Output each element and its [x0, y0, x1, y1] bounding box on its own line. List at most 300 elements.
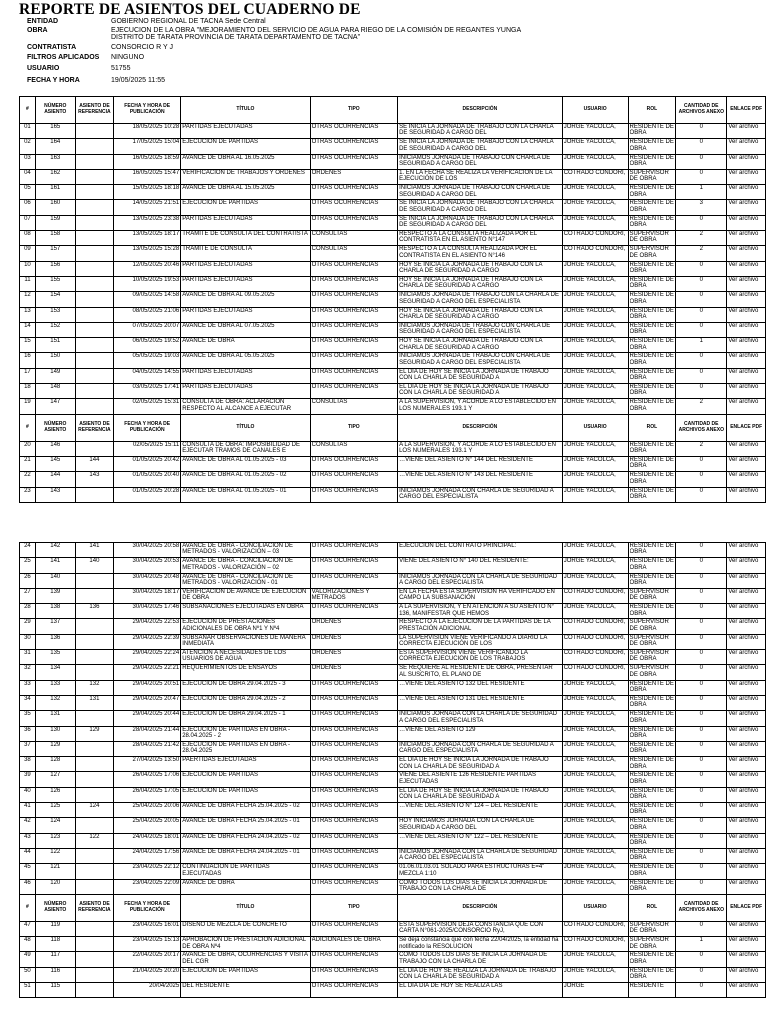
entry-user-cell — [562, 818, 628, 833]
pdf-link[interactable]: Ver archivo — [728, 741, 759, 748]
pdf-link-cell[interactable] — [727, 472, 766, 487]
row-number-cell — [20, 695, 36, 710]
pdf-link[interactable]: Ver archivo — [728, 619, 759, 626]
pdf-link[interactable]: Ver archivo — [728, 864, 759, 871]
pdf-link[interactable]: Ver archivo — [728, 588, 759, 595]
pdf-link[interactable]: Ver archivo — [728, 353, 759, 360]
reference-entry — [77, 619, 113, 633]
entry-role-cell — [628, 967, 676, 982]
entry-description-cell — [398, 833, 563, 848]
pdf-link-cell[interactable] — [727, 726, 766, 741]
entry-number: 121 — [50, 864, 61, 871]
entry-type-cell — [310, 231, 397, 246]
entry-description: INICIAMOS JORNADA DE TRABAJO CON LA CHARLA DE SEGURIDAD A CARGO DEL ESPECIALISTA — [399, 292, 559, 305]
entry-description-cell — [398, 680, 563, 695]
row-number: 42 — [24, 818, 31, 825]
pdf-link[interactable]: Ver archivo — [728, 952, 759, 959]
pdf-link-cell[interactable] — [727, 487, 766, 502]
publish-datetime-cell — [114, 588, 181, 603]
table-row — [20, 124, 766, 139]
table-row — [20, 772, 766, 787]
entry-title: PARTIDAS EJECUTADAS — [182, 384, 253, 391]
entry-role: RESIDENTE DE OBRA — [629, 818, 674, 831]
attachment-count-cell — [676, 741, 727, 756]
reference-entry-cell — [75, 634, 114, 649]
publish-datetime: 07/05/2025 20:07 — [132, 322, 180, 329]
pdf-link[interactable]: Ver archivo — [728, 307, 759, 314]
row-number-cell — [20, 353, 36, 368]
entry-type: OTRAS OCURRENCIAS — [311, 787, 379, 794]
pdf-link[interactable]: Ver archivo — [728, 399, 759, 406]
pdf-link[interactable]: Ver archivo — [728, 338, 759, 345]
pdf-link[interactable]: Ver archivo — [728, 292, 759, 299]
pdf-link-cell[interactable] — [727, 952, 766, 967]
pdf-link[interactable]: Ver archivo — [728, 139, 759, 146]
pdf-link-cell[interactable] — [727, 399, 766, 414]
entry-description-cell — [398, 787, 563, 802]
publish-datetime-cell — [114, 292, 181, 307]
attachment-count-cell — [676, 456, 727, 471]
attachment-count-cell — [676, 634, 727, 649]
entry-type-cell — [310, 169, 397, 184]
column-header-entry-type: TIPO — [310, 894, 397, 921]
entry-type-cell — [310, 937, 397, 952]
entry-number: 144 — [50, 472, 61, 479]
publish-datetime: 29/04/2025 20:44 — [132, 711, 180, 718]
reference-entry-cell — [75, 680, 114, 695]
attachment-count: 0 — [699, 215, 703, 222]
pdf-link-cell[interactable] — [727, 741, 766, 756]
meta-obra — [27, 27, 531, 44]
publish-datetime-cell — [114, 441, 181, 456]
pdf-link[interactable]: Ver archivo — [728, 921, 759, 928]
pdf-link-cell[interactable] — [727, 558, 766, 573]
pdf-link-cell[interactable] — [727, 353, 766, 368]
entry-type-cell — [310, 456, 397, 471]
row-number: 29 — [24, 619, 31, 626]
pdf-link-cell[interactable] — [727, 937, 766, 952]
reference-entry-cell — [75, 441, 114, 456]
entry-number: 154 — [50, 292, 61, 299]
reference-entry: 129 — [89, 726, 100, 733]
pdf-link[interactable]: Ver archivo — [728, 967, 759, 974]
entry-description-cell — [398, 726, 563, 741]
entry-type-cell — [310, 787, 397, 802]
entry-number: 124 — [50, 818, 61, 825]
entry-role-cell — [628, 879, 676, 894]
pdf-link-cell[interactable] — [727, 665, 766, 680]
row-number: 18 — [24, 384, 31, 391]
entry-role-cell — [628, 604, 676, 619]
entry-number: 134 — [50, 665, 61, 672]
entry-type: OTRAS OCURRENCIAS — [311, 573, 379, 580]
publish-datetime: 23/04/2025 15:13 — [132, 937, 180, 944]
pdf-link[interactable]: Ver archivo — [728, 726, 759, 733]
pdf-link[interactable]: Ver archivo — [728, 543, 759, 549]
pdf-link[interactable]: Ver archivo — [728, 757, 759, 764]
entry-type: OTRAS OCURRENCIAS — [311, 456, 379, 463]
attachment-count-cell — [676, 573, 727, 588]
entry-type-cell — [310, 246, 397, 261]
entry-role-cell — [628, 921, 676, 936]
pdf-link-cell[interactable] — [727, 231, 766, 246]
reference-entry — [77, 124, 113, 138]
publish-datetime: 02/05/2025 15:11 — [132, 441, 180, 448]
pdf-link[interactable]: Ver archivo — [728, 368, 759, 375]
entry-type-cell — [310, 619, 397, 634]
pdf-link-cell[interactable] — [727, 322, 766, 337]
row-number-cell — [20, 124, 36, 139]
pdf-link-cell[interactable] — [727, 441, 766, 456]
entry-user-cell — [562, 292, 628, 307]
attachment-count-cell — [676, 848, 727, 863]
attachment-count-cell — [676, 200, 727, 215]
entry-type-cell — [310, 741, 397, 756]
entry-number: 129 — [50, 741, 61, 748]
entry-title: AVANCE DE OBRA — [182, 338, 235, 345]
entry-user-cell — [562, 787, 628, 802]
attachment-count: 0 — [699, 604, 703, 611]
entry-type: ADICIONALES DE OBRA — [311, 937, 381, 944]
pdf-link-cell[interactable] — [727, 604, 766, 619]
pdf-link[interactable]: Ver archivo — [728, 487, 759, 494]
pdf-link[interactable]: Ver archivo — [728, 787, 759, 794]
table-row — [20, 619, 766, 634]
entry-title-cell — [181, 215, 310, 230]
pdf-link[interactable]: Ver archivo — [728, 185, 759, 192]
column-header-pdf-link: ENLACE PDF — [727, 414, 766, 441]
entry-user-cell — [562, 650, 628, 665]
pdf-link-cell[interactable] — [727, 803, 766, 818]
entry-type: OTRAS OCURRENCIAS — [311, 338, 379, 345]
pdf-link-cell[interactable] — [727, 921, 766, 936]
column-header-row-number: # — [20, 894, 36, 921]
entry-role-cell — [628, 200, 676, 215]
entry-number: 148 — [50, 384, 61, 391]
attachment-count: 0 — [699, 154, 703, 161]
entry-role: RESIDENTE DE OBRA — [629, 456, 674, 470]
entry-description-cell — [398, 246, 563, 261]
pdf-link[interactable]: Ver archivo — [728, 169, 759, 176]
entry-type: OTRAS OCURRENCIAS — [311, 695, 379, 702]
entry-type: OTRAS OCURRENCIAS — [311, 558, 379, 565]
column-header-pdf-link: ENLACE PDF — [727, 97, 766, 124]
pdf-link[interactable]: Ver archivo — [728, 231, 759, 238]
meta-entidad — [27, 18, 531, 27]
pdf-link-cell[interactable] — [727, 368, 766, 383]
entry-role-cell — [628, 215, 676, 230]
entry-type-cell — [310, 665, 397, 680]
entry-number-cell — [35, 441, 75, 456]
pdf-link-cell[interactable] — [727, 124, 766, 139]
entry-description-cell — [398, 879, 563, 894]
pdf-link[interactable]: Ver archivo — [728, 384, 759, 391]
reference-entry — [77, 216, 113, 230]
reference-entry — [77, 369, 113, 383]
entry-title-cell — [181, 558, 310, 573]
row-number: 17 — [24, 368, 31, 375]
entry-type: OTRAS OCURRENCIAS — [311, 818, 379, 825]
pdf-link-cell[interactable] — [727, 864, 766, 879]
row-number-cell — [20, 921, 36, 936]
pdf-link-cell[interactable] — [727, 848, 766, 863]
entry-user: COTRADO CONDORI, — [563, 619, 626, 626]
reference-entry-cell — [75, 848, 114, 863]
pdf-link[interactable]: Ver archivo — [728, 441, 759, 448]
entry-description: EL DIA DE HOY SE INICIA LA JORNADA DE TRABAJO CON LA CHARLA DE SEGURIDAD A — [399, 384, 549, 397]
entry-description: SE INICIA LA JORNADA DE TRABAJO CON LA CHARLA DE SEGURIDAD A CARGO DEL — [399, 215, 554, 229]
pdf-link[interactable]: Ver archivo — [728, 818, 759, 825]
entry-user: COTRADO CONDORI, — [563, 665, 626, 672]
publish-datetime-cell — [114, 384, 181, 399]
reference-entry: 144 — [89, 456, 100, 463]
meta-fecha — [27, 77, 531, 87]
entry-number-cell — [35, 921, 75, 936]
entry-number-cell — [35, 368, 75, 383]
entry-type-cell — [310, 472, 397, 487]
row-number: 25 — [24, 558, 31, 565]
entry-description: ESTA SUPERVISIÓN DEJA CONSTANCIA QUE CON CARTA N°061-2025/CONSORCIO RyJ, — [399, 921, 544, 935]
entry-role: RESIDENTE DE OBRA — [629, 399, 674, 412]
pdf-link[interactable]: Ver archivo — [728, 573, 759, 580]
pdf-link-cell[interactable] — [727, 650, 766, 665]
reference-entry-cell — [75, 772, 114, 787]
entry-description-cell — [398, 487, 563, 502]
pdf-link[interactable]: Ver archivo — [728, 937, 759, 944]
entry-title: PARTIDAS EJECUTADAS — [182, 276, 253, 283]
pdf-link[interactable]: Ver archivo — [728, 558, 759, 565]
entry-number: 156 — [50, 261, 61, 268]
entry-role: RESIDENTE DE OBRA — [629, 680, 674, 694]
attachment-count-cell — [676, 292, 727, 307]
entry-role: RESIDENTE DE OBRA — [629, 952, 674, 965]
reference-entry — [77, 757, 113, 771]
entry-role-cell — [628, 124, 676, 139]
attachment-count: 1 — [699, 338, 703, 345]
pdf-link[interactable]: Ver archivo — [728, 848, 759, 855]
entry-number: 127 — [50, 772, 61, 779]
pdf-link-cell[interactable] — [727, 154, 766, 169]
entry-type: OTRAS OCURRENCIAS — [311, 983, 379, 990]
pdf-link-cell[interactable] — [727, 983, 766, 998]
pdf-link-cell[interactable] — [727, 456, 766, 471]
pdf-link[interactable]: Ver archivo — [728, 322, 759, 329]
pdf-link[interactable]: Ver archivo — [728, 803, 759, 810]
entry-role: RESIDENTE DE OBRA — [629, 772, 674, 785]
pdf-link[interactable]: Ver archivo — [728, 665, 759, 672]
entry-role-cell — [628, 322, 676, 337]
pdf-link-cell[interactable] — [727, 292, 766, 307]
pdf-link[interactable]: Ver archivo — [728, 650, 759, 657]
pdf-link[interactable]: Ver archivo — [728, 276, 759, 283]
table-row — [20, 441, 766, 456]
pdf-link[interactable]: Ver archivo — [728, 215, 759, 222]
pdf-link-cell[interactable] — [727, 543, 766, 558]
entry-user-cell — [562, 215, 628, 230]
entry-title-cell — [181, 952, 310, 967]
entry-title-cell — [181, 154, 310, 169]
pdf-link[interactable]: Ver archivo — [728, 200, 759, 207]
entry-user: JORGE YACOLCA, — [563, 604, 616, 611]
entry-role-cell — [628, 185, 676, 200]
entry-type: OTRAS OCURRENCIAS — [311, 879, 379, 886]
publish-datetime: 25/04/2025 20:05 — [132, 818, 180, 825]
pdf-link-cell[interactable] — [727, 338, 766, 353]
table-row — [20, 384, 766, 399]
row-number: 26 — [24, 573, 31, 580]
reference-entry-cell — [75, 200, 114, 215]
entry-title: CONTINUACION DE PARTIDAS EJECUTADAS — [182, 864, 270, 877]
entry-number-cell — [35, 588, 75, 603]
publish-datetime-cell — [114, 757, 181, 772]
entry-title-cell — [181, 604, 310, 619]
pdf-link[interactable]: Ver archivo — [728, 604, 759, 611]
entry-role: RESIDENTE DE OBRA — [629, 185, 674, 198]
entry-type-cell — [310, 200, 397, 215]
publish-datetime: 23/04/2025 22:09 — [132, 879, 180, 886]
pdf-link-cell[interactable] — [727, 169, 766, 184]
entry-number-cell — [35, 139, 75, 154]
reference-entry-cell — [75, 787, 114, 802]
publish-datetime: 04/05/2025 14:55 — [132, 368, 180, 375]
column-header-entry-user: USUARIO — [562, 414, 628, 441]
pdf-link-cell[interactable] — [727, 573, 766, 588]
pdf-link-cell[interactable] — [727, 215, 766, 230]
publish-datetime: 23/04/2025 22:12 — [132, 864, 180, 871]
publish-datetime: 13/05/2025 18:17 — [132, 231, 180, 238]
pdf-link-cell[interactable] — [727, 787, 766, 802]
entry-role: SUPERVISOR DE OBRA — [629, 169, 669, 183]
entry-type-cell — [310, 650, 397, 665]
pdf-link-cell[interactable] — [727, 384, 766, 399]
pdf-link[interactable]: Ver archivo — [728, 456, 759, 463]
pdf-link-cell[interactable] — [727, 757, 766, 772]
entry-title: EJECUCION DE PARTIDAS — [182, 139, 258, 146]
column-header-entry-type: TIPO — [310, 97, 397, 124]
pdf-link[interactable]: Ver archivo — [728, 472, 759, 479]
row-number: 27 — [24, 588, 31, 595]
attachment-count: 1 — [699, 937, 703, 944]
entry-type: OTRAS OCURRENCIAS — [311, 864, 379, 871]
entry-title: EJECUCION DE PARTIDAS — [182, 772, 258, 779]
entry-type: ÓRDENES — [311, 169, 342, 176]
entry-type-cell — [310, 967, 397, 982]
entry-description-cell — [398, 139, 563, 154]
entry-type: VALORIZACIONES Y METRADOS — [311, 588, 370, 602]
entry-role-cell — [628, 588, 676, 603]
publish-datetime: 03/05/2025 17:41 — [132, 384, 180, 391]
table-row — [20, 937, 766, 952]
entry-type-cell — [310, 276, 397, 291]
pdf-link-cell[interactable] — [727, 634, 766, 649]
pdf-link-cell[interactable] — [727, 879, 766, 894]
pdf-link[interactable]: Ver archivo — [728, 772, 759, 779]
pdf-link[interactable]: Ver archivo — [728, 124, 759, 130]
pdf-link-cell[interactable] — [727, 967, 766, 982]
pdf-link[interactable]: Ver archivo — [728, 680, 759, 687]
pdf-link-cell[interactable] — [727, 185, 766, 200]
entry-description: 1. EN LA FECHA SE REALIZA LA VERIFICACIÓN DE LA EJECUCIÓN DE LOS — [399, 169, 553, 183]
pdf-link-cell[interactable] — [727, 695, 766, 710]
row-number: 05 — [24, 185, 31, 192]
table-row — [20, 231, 766, 246]
entry-number: 128 — [50, 757, 61, 764]
entry-user-cell — [562, 169, 628, 184]
entry-user-cell — [562, 937, 628, 952]
entry-user-cell — [562, 803, 628, 818]
pdf-link-cell[interactable] — [727, 680, 766, 695]
pdf-link[interactable]: Ver archivo — [728, 711, 759, 718]
entry-title-cell — [181, 246, 310, 261]
pdf-link-cell[interactable] — [727, 307, 766, 322]
pdf-link[interactable]: Ver archivo — [728, 246, 759, 253]
reference-entry-cell — [75, 573, 114, 588]
table-row — [20, 848, 766, 863]
pdf-link-cell[interactable] — [727, 200, 766, 215]
entry-title-cell — [181, 169, 310, 184]
row-number: 45 — [24, 864, 31, 871]
pdf-link[interactable]: Ver archivo — [728, 261, 759, 268]
reference-entry-cell — [75, 368, 114, 383]
entry-role-cell — [628, 983, 676, 998]
entry-description: RESPECTO A LA EJECUCIÓN DE LA PARTIDAS DE LA PRESTACIÓN ADICIONAL — [399, 619, 551, 632]
pdf-link[interactable]: Ver archivo — [728, 879, 759, 886]
pdf-link[interactable]: Ver archivo — [728, 695, 759, 702]
pdf-link-cell[interactable] — [727, 619, 766, 634]
pdf-link-cell[interactable] — [727, 711, 766, 726]
table-row — [20, 787, 766, 802]
pdf-link-cell[interactable] — [727, 246, 766, 261]
entry-description-cell — [398, 818, 563, 833]
entry-title-cell — [181, 634, 310, 649]
column-header-entry-title: TÍTULO — [181, 97, 310, 124]
pdf-link[interactable]: Ver archivo — [728, 983, 759, 990]
entry-user: JORGE YACOLCA, — [563, 368, 616, 375]
row-number: 22 — [24, 472, 31, 479]
pdf-link-cell[interactable] — [727, 261, 766, 276]
pdf-link-cell[interactable] — [727, 772, 766, 787]
pdf-link[interactable]: Ver archivo — [728, 833, 759, 840]
row-number: 16 — [24, 353, 31, 360]
pdf-link-cell[interactable] — [727, 833, 766, 848]
entry-description: …VIENE DEL ASIENTO 131 DEL RESIDENTE — [399, 695, 525, 702]
pdf-link-cell[interactable] — [727, 276, 766, 291]
reference-entry — [77, 353, 113, 367]
pdf-link-cell[interactable] — [727, 139, 766, 154]
pdf-link[interactable]: Ver archivo — [728, 634, 759, 641]
pdf-link[interactable]: Ver archivo — [728, 154, 759, 161]
entry-number-cell — [35, 818, 75, 833]
entry-role: SUPERVISOR DE OBRA — [629, 246, 669, 259]
reference-entry-cell — [75, 322, 114, 337]
attachment-count: 0 — [699, 573, 703, 580]
table-row — [20, 711, 766, 726]
entry-number-cell — [35, 848, 75, 863]
table-row — [20, 472, 766, 487]
entry-number: 138 — [50, 604, 61, 611]
entry-description-cell — [398, 604, 563, 619]
entry-role-cell — [628, 456, 676, 471]
pdf-link-cell[interactable] — [727, 588, 766, 603]
entry-user: JORGE YACOLCA, — [563, 803, 616, 810]
entry-number: 141 — [50, 558, 61, 565]
pdf-link-cell[interactable] — [727, 818, 766, 833]
entry-number: 165 — [50, 124, 61, 130]
entry-user-cell — [562, 634, 628, 649]
entry-number: 142 — [50, 543, 61, 549]
entry-description: HOY SE INICIA LA JORNADA DE TRABAJO CON LA CHARLA DE SEGURIDAD A CARGO — [399, 338, 543, 351]
reference-entry — [77, 983, 113, 997]
